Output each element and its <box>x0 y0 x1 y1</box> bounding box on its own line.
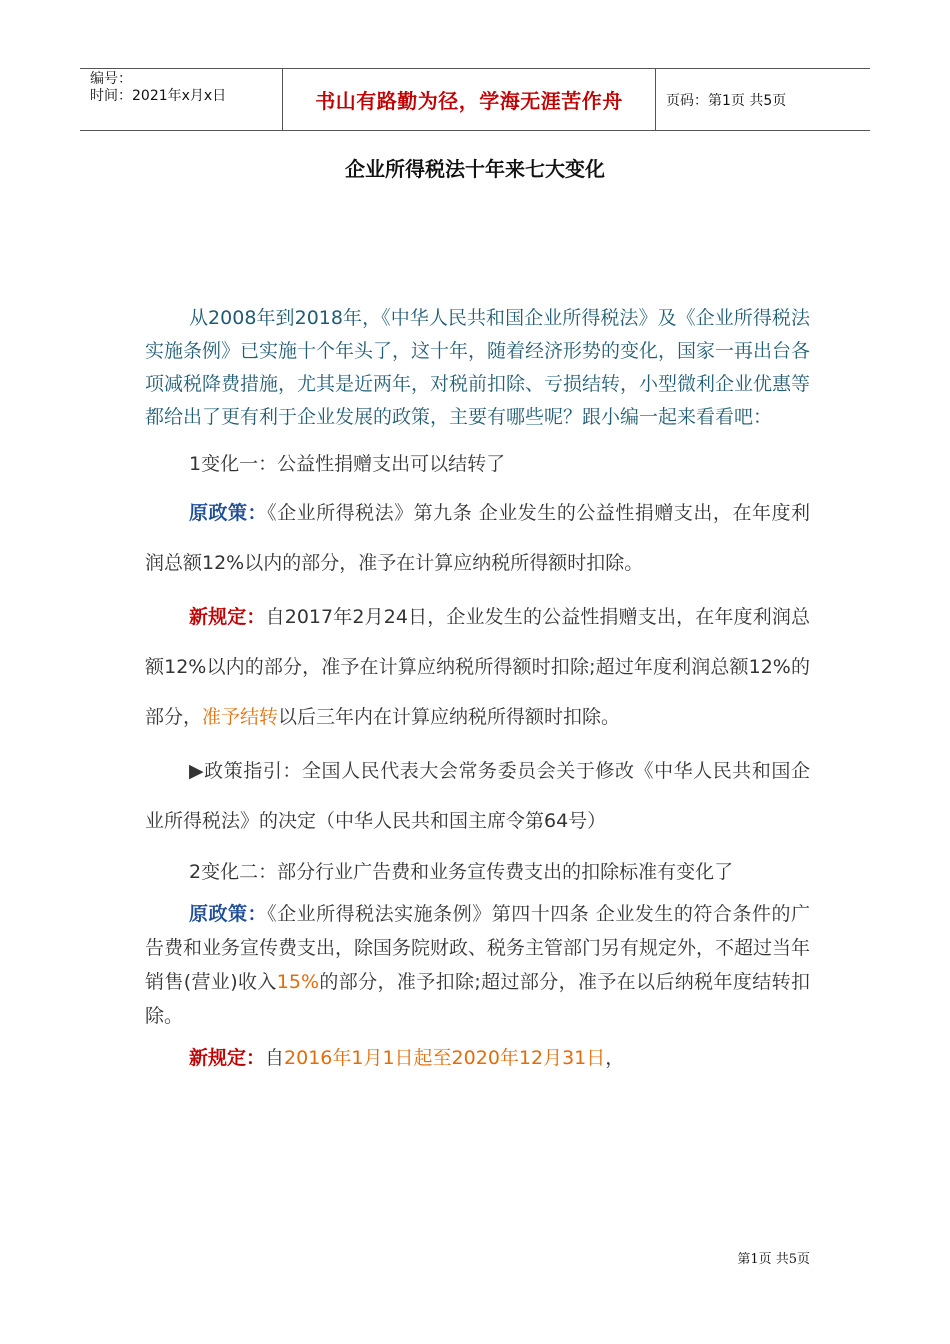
change2-heading: 2变化二：部分行业广告费和业务宣传费支出的扣除标准有变化了 <box>189 861 734 883</box>
new-rule-highlight: 2016年1月1日起至2020年12月31日 <box>284 1047 606 1069</box>
new-rule-label: 新规定： <box>189 606 266 628</box>
page-footer: 第1页 共5页 <box>737 1252 810 1267</box>
header-meta <box>80 69 282 130</box>
document-title: 企业所得税法十年来七大变化 <box>345 157 605 181</box>
new-rule-text: 自2017年2月24日，企业发生的公益性捐赠支出，在年度利润总额12%以内的部分，准予在计算应纳税所得额时扣除;超过年度利润总额12%的部分， <box>145 606 810 728</box>
old-policy-label: 原政策： <box>189 502 268 524</box>
old-policy-label: 原政策： <box>189 903 268 925</box>
change2-new-rule <box>145 1041 810 1075</box>
new-rule-text-end: 以后三年内在计算应纳税所得额时扣除。 <box>278 706 621 728</box>
date-label: 时间：2021年x月x日 <box>90 88 227 104</box>
change1-new-rule <box>145 592 810 742</box>
change1-old-policy <box>145 488 810 588</box>
new-rule-label: 新规定： <box>189 1047 266 1069</box>
serial-number-label: 编号： <box>90 71 132 87</box>
old-policy-text: 《企业所得税法》第九条 企业发生的公益性捐赠支出，在年度利润总额12%以内的部分，准予在计算应纳税所得额时扣除。 <box>145 502 810 574</box>
page-header <box>80 68 870 131</box>
old-policy-text: 《企业所得税法实施条例》第四十四条 企业发生的符合条件的广告费和业务宣传费支出，除国务院财政、税务主管部门另有规定外，不超过当年销售(营业)收入 <box>145 903 811 993</box>
new-rule-highlight: 准予结转 <box>202 706 279 728</box>
new-rule-text-end: ， <box>605 1047 625 1069</box>
change1-policy-guide: ▶政策指引：全国人民代表大会常务委员会关于修改《中华人民共和国企业所得税法》的决定（中华人民共和国主席令第64号） <box>145 760 810 832</box>
header-motto: 书山有路勤为径，学海无涯苦作舟 <box>282 69 656 130</box>
new-rule-text: 自 <box>265 1047 285 1069</box>
change2-old-policy <box>145 897 810 1033</box>
header-page-info: 页码：第1页 共5页 <box>666 92 787 109</box>
change1-heading: 1变化一：公益性捐赠支出可以结转了 <box>189 453 506 475</box>
old-policy-text-end: 的部分，准予扣除;超过部分，准予在以后纳税年度结转扣除。 <box>145 971 811 1027</box>
intro-paragraph: 从2008年到2018年，《中华人民共和国企业所得税法》及《企业所得税法实施条例》已实施十个年头了，这十年，随着经济形势的变化，国家一再出台各项减税降费措施，尤其是近两年，对税前扣除、亏损结转，小型微利企业优惠等都给出了更有利于企业发展的政策，主要有哪些呢？跟小编一起来看看吧： <box>145 307 811 428</box>
document-body <box>145 302 810 1075</box>
old-policy-highlight: 15% <box>276 971 320 993</box>
